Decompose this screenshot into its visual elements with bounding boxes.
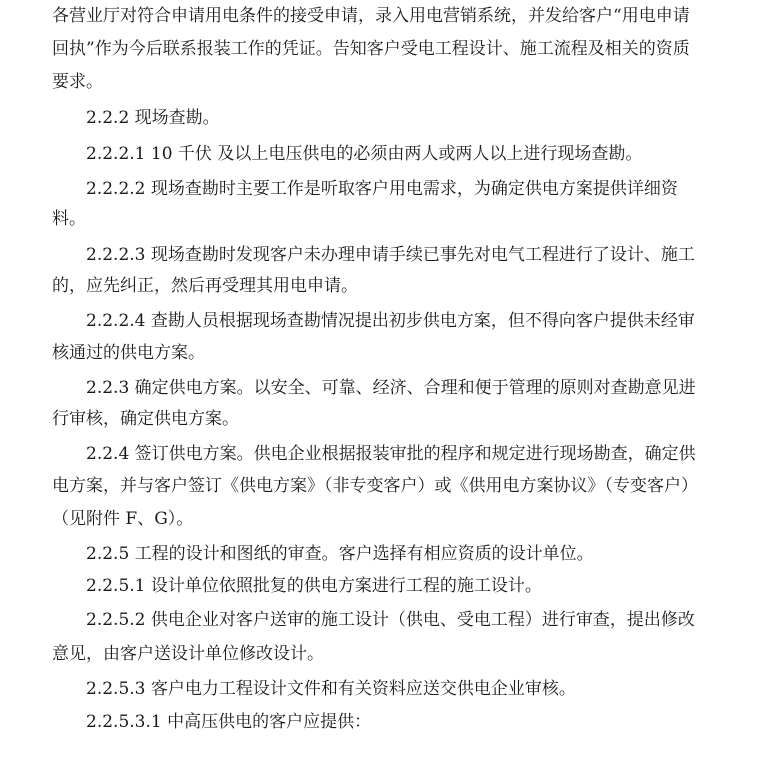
text-line: 2.2.2.2 现场查勘时主要工作是听取客户用电需求，为确定供电方案提供详细资	[86, 179, 678, 199]
text-line: 行审核，确定供电方案。	[52, 409, 239, 429]
section-heading: 2.2.3 确定供电方案。以安全、可靠、经济、合理和便于管理的原则对查勘意见进	[86, 378, 696, 398]
text-line: 意见，由客户送设计单位修改设计。	[52, 644, 324, 664]
text-line: 2.2.5.3.1 中高压供电的客户应提供：	[86, 712, 372, 732]
text-line: 2.2.2.3 现场查勘时发现客户未办理申请手续已事先对电气工程进行了设计、施工	[86, 245, 695, 265]
text-line: 2.2.5.1 设计单位依照批复的供电方案进行工程的施工设计。	[86, 576, 542, 596]
text-line: （见附件 F、G）。	[52, 509, 194, 529]
text-line: 的，应先纠正，然后再受理其用电申请。	[52, 276, 358, 296]
section-heading: 2.2.4 签订供电方案。供电企业根据报装审批的程序和规定进行现场勘查，确定供	[86, 444, 696, 464]
section-heading: 2.2.2 现场查勘。	[86, 108, 220, 128]
text-line: 回执”作为今后联系报装工作的凭证。告知客户受电工程设计、施工流程及相关的资质	[52, 39, 690, 59]
text-line: 2.2.5.2 供电企业对客户送审的施工设计（供电、受电工程）进行审查，提出修改	[86, 610, 695, 630]
text-line: 各营业厅对符合申请用电条件的接受申请，录入用电营销系统，并发给客户“用电申请	[52, 6, 690, 26]
section-heading: 2.2.5 工程的设计和图纸的审查。客户选择有相应资质的设计单位。	[86, 544, 594, 564]
text-line: 电方案，并与客户签订《供电方案》（非专变客户）或《供用电方案协议》（专变客户）	[52, 476, 698, 496]
text-line: 核通过的供电方案。	[52, 343, 205, 363]
text-line: 要求。	[52, 72, 103, 92]
text-line: 2.2.2.1 10 千伏 及以上电压供电的必须由两人或两人以上进行现场查勘。	[86, 144, 643, 164]
text-line: 料。	[52, 209, 86, 229]
text-line: 2.2.5.3 客户电力工程设计文件和有关资料应送交供电企业审核。	[86, 679, 576, 699]
text-line: 2.2.2.4 查勘人员根据现场查勘情况提出初步供电方案，但不得向客户提供未经审	[86, 311, 695, 331]
